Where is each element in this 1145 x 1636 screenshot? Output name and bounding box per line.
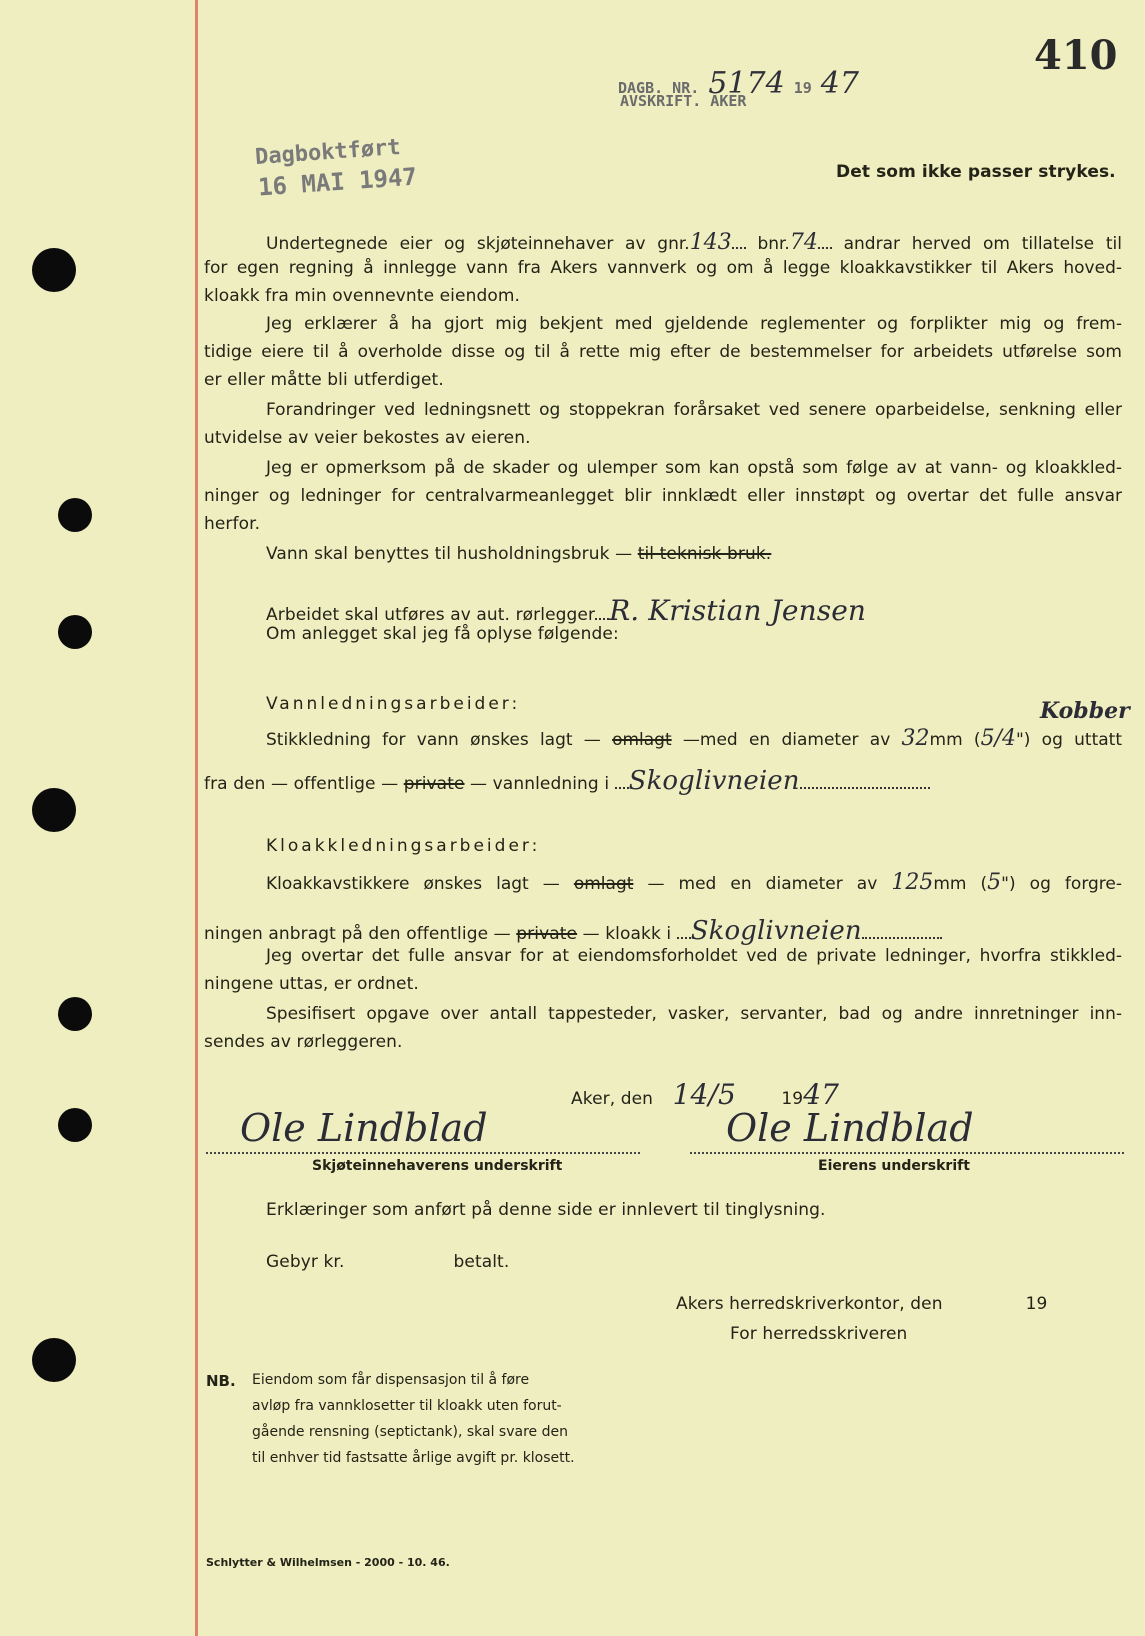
page-number: 410 [1034, 32, 1118, 79]
printer-imprint: Schlytter & Wilhelmsen - 2000 - 10. 46. [206, 1556, 450, 1569]
sewer-diameter-mm: 125 [891, 870, 934, 895]
fee-line: Gebyr kr. betalt. [266, 1252, 510, 1272]
bnr-value: 74 [789, 230, 818, 255]
nb-text-3: gående rensning (septictank), skal svare den [252, 1424, 568, 1440]
struck-option: omlagt [612, 730, 672, 750]
owner-signature-label: Eierens underskrift [818, 1158, 970, 1174]
journal-number-label: DAGB. NR. [618, 79, 700, 97]
instruction-note: Det som ikke passer strykes. [836, 162, 1116, 182]
spec-line-2: sendes av rørleggeren. [204, 1032, 403, 1052]
water-line-1: Stikkledning for vann ønskes lagt — omlagt —med en diameter av 32mm (5/4") og uttatt [266, 726, 1122, 751]
punch-hole [32, 788, 76, 832]
struck-option: private [516, 924, 578, 944]
water-line-2: fra den — offentlige — private — vannledning i Skoglivneien [204, 766, 930, 796]
water-diameter-mm: 32 [901, 726, 930, 751]
owner-holder-signature-label: Skjøteinnehaverens underskrift [312, 1158, 563, 1174]
liability-line-3: herfor. [204, 514, 261, 534]
journal-stamp-title: Dagboktført [254, 134, 402, 171]
sewer-line-1: Kloakkavstikkere ønskes lagt — omlagt — med en diameter av 125mm (5") og forgre- [266, 870, 1123, 895]
journal-year-value: 47 [820, 66, 859, 101]
liability-line-1: Jeg er opmerksom på de skader og ulemper som kan opstå som følge av at vann- og kloakkled- [266, 458, 1122, 478]
journal-number-value: 5174 [708, 66, 785, 101]
water-usage: Vann skal benyttes til husholdningsbruk — til teknisk bruk. [266, 544, 772, 564]
intro-line-2: for egen regning å innlegge vann fra Akers vannverk og om å legge kloakkavstikker til Akers hoved- [204, 258, 1122, 278]
clerk-line: For herredsskriveren [730, 1324, 908, 1344]
struck-option: private [403, 774, 465, 794]
liability-line-2: ninger og ledninger for centralvarmeanlegget blir innklædt eller innstøpt og overtar det fulle ansvar [204, 486, 1122, 506]
owner-holder-signature-line [206, 1152, 640, 1154]
copy-stamp: AVSKRIFT. AKER [620, 92, 747, 110]
changes-line-1: Forandringer ved ledningsnett og stoppekran forårsaket ved senere oparbeidelse, senkning eller [266, 400, 1122, 420]
gnr-value: 143 [689, 230, 732, 255]
intro-line-1: Undertegnede eier og skjøteinnehaver av gnr.143 bnr.74 andrar herved om tillatelse til [266, 230, 1122, 255]
punch-hole [32, 1338, 76, 1382]
declaration-line-3: er eller måtte bli utferdiget. [204, 370, 444, 390]
struck-option: til teknisk bruk. [637, 544, 772, 564]
sewer-main-name: Skoglivneien [690, 916, 862, 946]
punch-hole [58, 1108, 92, 1142]
nb-text-4: til enhver tid fastsatte årlige avgift pr. klosett. [252, 1450, 575, 1466]
nb-text-2: avløp fra vannklosetter til kloakk uten forut- [252, 1398, 562, 1414]
plumber-signature: R. Kristian Jensen [609, 594, 867, 627]
punch-hole [58, 498, 92, 532]
sewer-section-heading: Kloakkledningsarbeider: [266, 836, 541, 856]
water-section-heading: Vannledningsarbeider: [266, 694, 521, 714]
sewer-diameter-inch: 5 [987, 870, 1002, 895]
spec-line-1: Spesifisert opgave over antall tappesteder, vasker, servanter, bad og andre innretninger inn- [266, 1004, 1122, 1024]
declaration-line-2: tidige eiere til å overholde disse og til å rette mig efter de bestemmelser for arbeidets utførelse som [204, 342, 1122, 362]
struck-option: omlagt [573, 874, 634, 894]
place-date: Aker, den 14/5 1947 [571, 1078, 840, 1111]
signing-year: 47 [803, 1078, 840, 1111]
journal-year-prefix: 19 [793, 79, 812, 97]
water-diameter-inch: 5/4 [980, 726, 1016, 751]
intro-line-3: kloakk fra min ovennevnte eiendom. [204, 286, 520, 306]
margin-rule [195, 0, 198, 1636]
owner-holder-signature: Ole Lindblad [240, 1106, 488, 1150]
owner-signature-line [690, 1152, 1124, 1154]
signing-date: 14/5 [672, 1078, 736, 1111]
punch-hole [58, 997, 92, 1031]
pipe-material: Kobber [1040, 698, 1130, 724]
registration-declaration: Erklæringer som anført på denne side er innlevert til tinglysning. [266, 1200, 826, 1220]
nb-text-1: Eiendom som får dispensasjon til å føre [252, 1372, 530, 1388]
sewer-line-2: ningen anbragt på den offentlige — private — kloakk i Skoglivneien [204, 916, 942, 946]
nb-label: NB. [206, 1372, 236, 1390]
journal-stamp-date: 16 MAI 1947 [257, 162, 418, 202]
changes-line-2: utvidelse av veier bekostes av eieren. [204, 428, 531, 448]
owner-signature: Ole Lindblad [726, 1106, 974, 1150]
declaration-line-1: Jeg erklærer å ha gjort mig bekjent med gjeldende reglementer og forplikter mig og frem- [266, 314, 1122, 334]
ownership-line-2: ningene uttas, er ordnet. [204, 974, 419, 994]
info-line: Om anlegget skal jeg få oplyse følgende: [266, 624, 619, 644]
punch-hole [58, 615, 92, 649]
office-line: Akers herredskriverkontor, den 19 [676, 1294, 1048, 1314]
punch-hole [32, 248, 76, 292]
plumber-line: Arbeidet skal utføres av aut. rørlegger R. Kristian Jensen [266, 594, 867, 627]
ownership-line-1: Jeg overtar det fulle ansvar for at eiendomsforholdet ved de private ledninger, hvorfra stikkled- [266, 946, 1122, 966]
water-main-name: Skoglivneien [628, 766, 800, 796]
